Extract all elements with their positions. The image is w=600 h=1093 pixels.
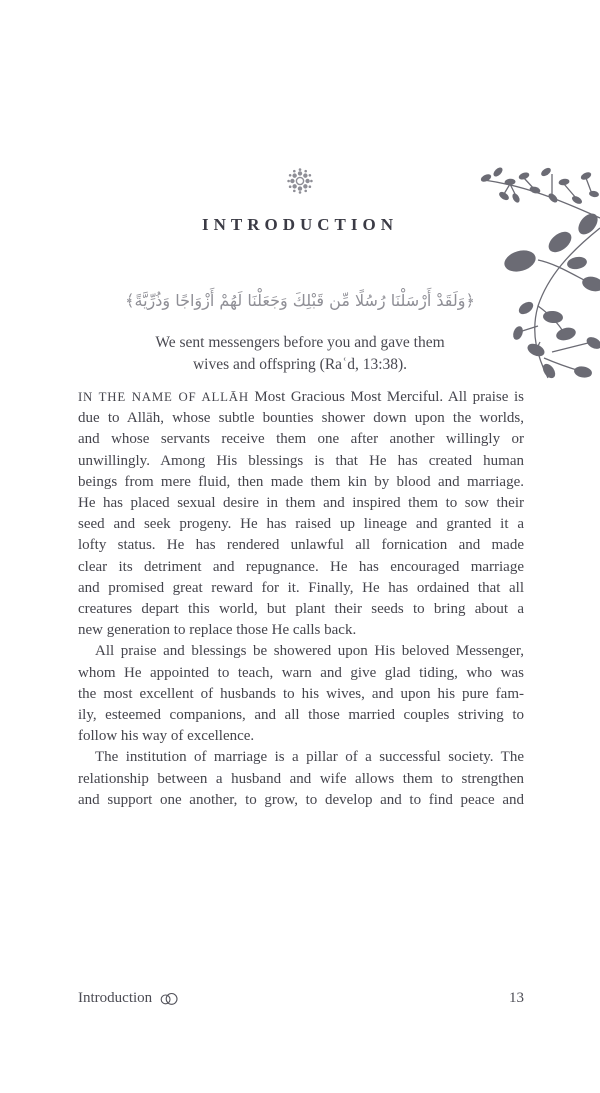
verse-translation-line: wives and offspring (Raʿd, 13:38). (192, 356, 408, 373)
body-line: and support one another, to grow, to develop and to find peace and (78, 791, 524, 808)
body-line: The institution of marriage is a pillar of a successful society. The (95, 749, 524, 766)
body-line: ily, esteemed companions, and all those married couples striving to (78, 707, 524, 724)
body-line: and whose servants receive them one after another willingly or (78, 431, 524, 448)
footer-left (78, 990, 179, 1007)
body-line: follow his way of excellence. (78, 728, 255, 745)
body-line: the most excellent of husbands to his wives, and upon his pure fam- (78, 685, 524, 702)
body-paragraph (78, 387, 524, 641)
body-line: All praise and blessings be showered upon His beloved Messenger, (95, 643, 524, 660)
footer-section-label: Introduction (78, 990, 153, 1006)
page-footer (78, 990, 524, 1007)
body-paragraph (78, 747, 524, 811)
body-line: and promised great reward for it. Finally, He has ordained that all (78, 579, 524, 596)
body-line: creatures depart this world, but plant their seeds to bring about a (78, 601, 524, 618)
body-line: new generation to replace those He calls back. (78, 622, 357, 639)
verse-translation-line: We sent messengers before you and gave them (155, 334, 445, 351)
marriage-rings-icon (159, 991, 179, 1007)
smallcaps-lead: IN THE NAME OF ALLĀH (78, 390, 249, 404)
body-line: seed and seek progeny. He has raised up lineage and granted it a (78, 516, 524, 533)
body-line: He has placed sexual desire in them and inspired them to sow their (78, 495, 524, 512)
chapter-title: INTRODUCTION (201, 215, 399, 234)
body-line: lofty status. He has rendered unlawful all fornication and made (78, 537, 524, 554)
rosette-icon (285, 166, 315, 196)
body-line: due to Allāh, whose subtle bounties shower down upon the worlds, (78, 410, 524, 427)
body-line: relationship between a husband and wife allows them to strengthen (78, 770, 524, 787)
body-line: whom He appointed to teach, warn and give glad tiding, who was (78, 664, 524, 681)
body-line: unwillingly. Among His blessings is that He has created human (78, 452, 524, 469)
leaf-branch-icon (440, 166, 600, 381)
body-text (78, 387, 524, 811)
body-paragraph (78, 641, 524, 747)
arabic-verse: ﴿وَلَقَدْ أَرْسَلْنَا رُسُلًا مِّن قَبْلِكَ وَجَعَلْنَا لَهُمْ أَزْوَاجًا وَذُرِّيَّةً﴾ (125, 291, 475, 310)
page-number: 13 (509, 990, 524, 1006)
body-line: beings from mere fluid, then made them kin by blood and marriage. (78, 473, 524, 490)
body-line: IN THE NAME OF ALLĀH Most Gracious Most Merciful. All praise is (78, 389, 524, 405)
body-line: clear its detriment and repugnance. He has encouraged marriage (78, 558, 524, 575)
